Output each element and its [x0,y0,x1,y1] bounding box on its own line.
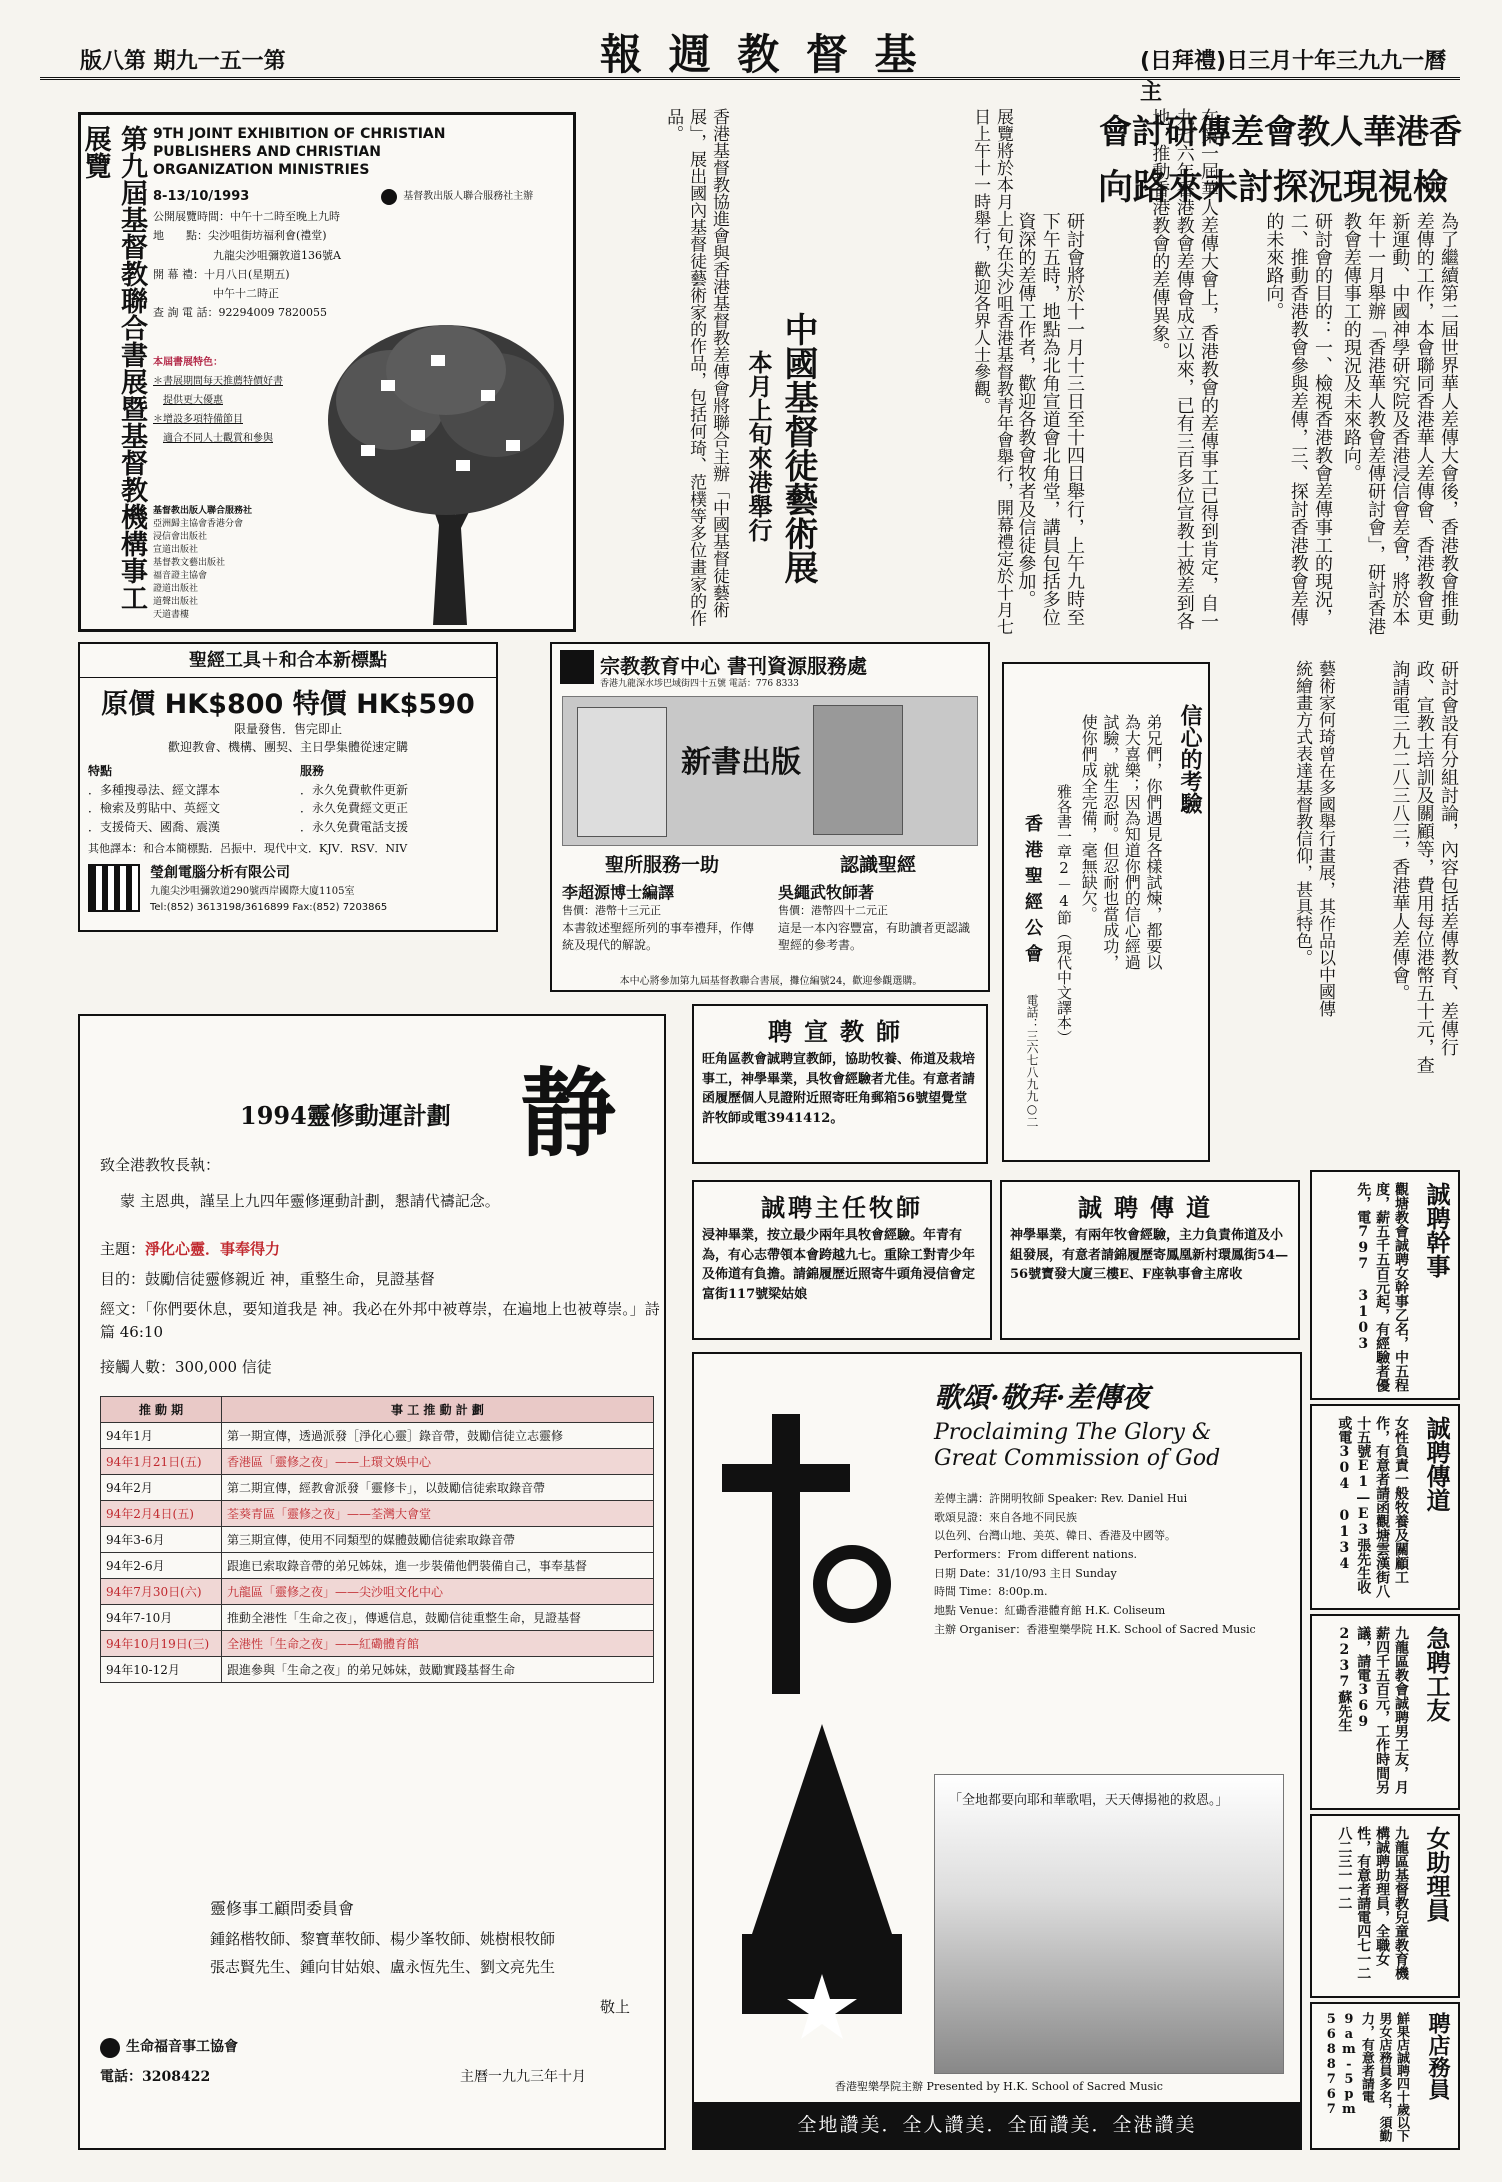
bible-ad-tel: Tel:(852) 3613198/3616899 Fax:(852) 7203865 [150,902,388,913]
feature-item: 適合不同人士觀賞和參與 [163,433,273,444]
article-headline-1: 香港華人教會差傳研討會 [1099,112,1462,151]
small-ad-assistant-title: 女助理員 [1422,1826,1451,1922]
book2-author: 吳繩武牧師著 [778,883,875,902]
plan-item: 第一期宣傳，透過派發［淨化心靈］錄音帶，鼓勵信徒立志靈修 [222,1423,654,1449]
concert-verse: 「全地都要向耶和華歌唱，天天傳揚祂的救恩。」 [949,1793,1229,1808]
small-ad-staff-title: 誠聘幹事 [1422,1182,1451,1278]
feature-item: ＊增設多項特備節目 [153,414,243,425]
book1-price: 售價：港幣十三元正 [562,904,661,917]
table-row [101,1527,654,1553]
bible-service: ．永久免費電話支援 [300,819,409,834]
plan-date: 94年10-12月 [101,1657,222,1683]
plan-target: 接觸人數：300,000 信徒 [100,1358,272,1376]
plan-date: 94年2月4日(五) [101,1501,222,1527]
plan-date: 94年1月 [101,1423,222,1449]
table-row [101,1475,654,1501]
table-row [101,1579,654,1605]
exhibition-detail-row: 公開展覽時間：中午十二時至晚上九時 [153,210,340,223]
plan-closing: 敬上 [600,1998,631,2016]
evangelist-ad-title: 誠聘傳道 [1078,1194,1222,1222]
pastor-ad-body: 浸神畢業，按立最少兩年具牧會經驗。年青有為，有心志帶領本會跨越九七。重除工對青少年及佈道有負擔。請錦履歷近照寄牛頭角浸信會定富街117號梁姑娘 [702,1228,976,1302]
art-news-body-2: 展覽將於本月上旬在尖沙咀香港基督教青年會舉行，開幕禮定於十月七日上午十一時舉行，歡迎各界人士參觀。 [970,108,1013,635]
plan-calligraphy: 静 [520,1057,616,1170]
bible-feature: ．檢索及剪貼中、英經文 [88,801,221,816]
faith-test-ref: 雅各書一章2－4節（現代中文譯本） [1055,784,1073,1045]
table-row [101,1605,654,1631]
plan-col-period: 推 動 期 [101,1397,222,1423]
small-ad-assistant [1310,1814,1460,1998]
table-row [101,1657,654,1683]
plan-theme-label: 主題： [100,1240,146,1258]
organizer-logo-icon [381,189,397,205]
book2-desc: 這是一本內容豐富，有助讀者更認識聖經的參考書。 [778,921,971,952]
plan-table-wrap [100,1396,654,1683]
bookstore-address: 香港九龍深水埗巴域街四十五號 電話：776 8333 [600,679,799,689]
concert-stage-graphic [934,1774,1284,2074]
bible-ad-sub: 限量發售．售完即止 [233,722,342,736]
bookstore-graphic [562,696,978,846]
table-row [101,1553,654,1579]
plan-date: 94年2月 [101,1475,222,1501]
article-col-5: 研討會設有分組討論，內容包括差傳教育、差傳行政、宣教士培訓及關顧等，費用每位港幣五十元，查詢請電三九二八三八三，香港華人差傳會。 [1389,660,1459,1074]
book-cover-2 [813,705,903,835]
exhibition-members [153,505,323,622]
bible-ad-others: 其他譯本：和合本簡標點．呂振中．現代中文．KJV．RSV．NIV [88,842,408,855]
masthead-date: (日拜禮)日三月十年三九九一曆主 [1140,49,1447,105]
pastor-ad-title: 誠聘主任牧師 [761,1194,923,1222]
plan-table [100,1396,654,1683]
plan-verse: 經文：「你們要休息，要知道我是 神。我必在外邦中被尊崇，在遍地上也被尊崇。」詩篇 46:10 [100,1300,660,1341]
small-ad-janitor [1310,1614,1460,1810]
member-item: 福音證主協會 [153,571,208,582]
plan-committee: 靈修事工顧問委員會 [210,1899,355,1918]
article-col-2: 研討會的目的：一、檢視香港教會差傳事工的現況，二、推動香港教會參與差傳，三、探討香港教會差傳的未來路向。 [1263,212,1333,626]
faith-test-text: 弟兄們，你們遇見各樣試煉，都要以為大喜樂；因為知道你們的信心經過試驗，就生忍耐。但忍耐也當成功，使你們成全完備，毫無缺欠。 [1079,714,1163,970]
exhibition-ad [78,112,576,632]
feature-item: 提供更大優惠 [163,395,223,406]
plan-phone: 電話：3208422 [100,2069,211,2085]
exhibition-detail-row: 開 幕 禮：十月八日(星期五) [153,267,290,281]
plan-date: 94年10月19日(三) [101,1631,222,1657]
exhibition-organizer [381,187,571,205]
features-title: 本屆書展特色： [153,357,223,368]
plan-date: 94年2-6月 [101,1553,222,1579]
member-item: 宣道出版社 [153,545,199,556]
bible-feature: ．支援倚天、國喬、震漢 [88,819,221,834]
art-news-body-1: 香港基督教協進會與香港基督教差傳會將聯合主辦「中國基督徒藝術展」，展出國內基督徒藝術家的作品，包括何琦、范樸等多位畫家的作品。 [663,108,729,627]
plan-theme-text: 淨化心靈．事奉得力 [145,1240,281,1258]
concert-title-zh: 歌頌·敬拜·差傳夜 [934,1381,1150,1414]
organizer-label: 基督教出版人聯合服務社主辦 [403,191,534,202]
plan-intro: 蒙 主恩典，謹呈上九四年靈修運動計劃，懇請代禱記念。 [120,1192,500,1210]
concert-detail: Performers：From different nations. [934,1548,1137,1562]
bookstore-title: 宗教教育中心 書刊資源服務處 [600,654,867,678]
art-news-subhead: 本月上旬來港舉行 [744,350,773,542]
plan-org: 生命福音事工協會 [126,2039,238,2055]
small-ad-janitor-title: 急聘工友 [1422,1626,1451,1722]
members-title: 基督教出版人聯合服務社 [153,506,253,516]
concert-detail: 日期 Date：31/10/93 主日 Sunday [934,1566,1117,1580]
exhibition-detail-row: 查 詢 電 話：92294009 7820055 [153,306,327,320]
plan-table-header [101,1397,654,1423]
bible-ad-company: 瑩創電腦分析有限公司 [150,865,290,881]
plan-members-1: 鍾銘楷牧師、黎寶華牧師、楊少峯牧師、姚樹根牧師 [210,1930,556,1948]
concert-school: 香港聖樂學院主辦 Presented by H.K. School of Sacred Music [835,2080,1163,2093]
book1-title: 聖所服務一助 [604,854,719,876]
book1-author: 李超源博士編譯 [562,883,675,902]
plan-greeting: 致全港教牧長執： [100,1156,221,1174]
book1-desc: 本書敘述聖經所列的事奉禮拜，作傳統及現代的解說。 [562,921,755,952]
bookstore-new-books: 新書出版 [681,745,801,780]
tree-illustration [321,310,571,625]
bookstore-logo-icon [560,650,594,684]
small-ad-evangelist-body: 女性負責一般牧養及關顧工作，有意者請函觀塘雲漢街八十五號E1—E3張先生收或電304 0134 [1336,1416,1409,1598]
bible-software-ad [78,642,498,932]
concert-graphic [712,1374,932,2114]
plan-title: 1994靈修動運計劃 [240,1101,451,1130]
bible-features-title: 特點 [88,764,113,778]
preacher-ad-title: 聘宣教師 [768,1018,912,1046]
small-ad-assistant-body: 九龍區基督教兒童教育機構誠聘助理員，全職女性，有意者請電四七一二八二三一一二 [1336,1826,1409,1980]
member-item: 浸信會出版社 [153,532,208,543]
plan-item: 第二期宣傳，經教會派發「靈修卡」，以鼓勵信徒索取錄音帶 [222,1475,654,1501]
article-headline-2: 檢視現況探討未來路向 [1097,167,1448,208]
bible-ad-address: 九龍尖沙咀彌敦道290號西岸國際大廈1105室 [150,886,355,897]
plan-date-line: 主曆一九九三年十月 [460,2069,586,2085]
pastor-ad [692,1180,992,1340]
book2-title: 認識聖經 [839,854,916,876]
bible-ad-features [88,762,288,836]
member-item: 道聲出版社 [153,597,199,608]
article-col-4: 研討會將於十一月十三日至十四日舉行，上午九時至下午五時，地點為北角宣道會北角堂，講員包括多位資深的差傳工作者，歡迎各教會牧者及信徒參加。 [1015,212,1085,626]
member-item: 證道出版社 [153,584,199,595]
concert-detail: 以色列、台灣山地、美英、韓日、香港及中國等。 [934,1529,1176,1543]
concert-details [934,1490,1284,1640]
feature-item: ＊書展期間每天推薦特價好書 [153,376,283,387]
evangelist-ad-body: 神學畢業，有兩年牧會經驗，主力負責佈道及小組發展，有意者請錦履歷寄鳳凰新村環鳳街54—56號寶發大廈三樓E、F座執事會主席收 [1010,1228,1289,1282]
table-row [101,1423,654,1449]
masthead-issue: 版八第 期九一五一第 [80,49,286,74]
plan-item: 跟進已索取錄音帶的弟兄姊妹，進一步裝備他們裝備自己，事奉基督 [222,1553,654,1579]
evangelist-ad [1000,1180,1300,1340]
bible-service: ．永久免費軟件更新 [300,782,409,797]
exhibition-detail-row: 中午十二時正 [213,287,279,300]
exhibition-details [153,207,413,323]
art-news-headline: 中國基督徒藝術展 [778,312,818,584]
bible-ad-company-icon [88,864,140,912]
member-item: 基督教文藝出版社 [153,558,226,569]
small-ad-staff-body: 觀塘教會誠聘女幹事乙名，中五程度，薪五千五百元起，有經驗者優先，電797 3103 [1355,1182,1409,1392]
small-ad-shop-title: 聘店務員 [1425,2012,1451,2100]
book2-price: 售價：港幣四十二元正 [778,904,888,917]
concert-detail: 時間 Time：8:00p.m. [934,1585,1048,1599]
small-ad-staff [1310,1170,1460,1400]
small-ad-shop [1310,2002,1460,2150]
plan-col-item: 事 工 推 動 計 劃 [222,1397,654,1423]
art-news-body-3: 藝術家何琦曾在多國舉行畫展，其作品以中國傳統繪畫方式表達基督教信仰，甚具特色。 [1292,660,1335,1017]
faith-test-contact: 電話：三六七八九九○二 [1025,994,1039,1128]
bible-service-title: 服務 [300,764,325,778]
plan-org-logo-icon [100,2038,120,2058]
concert-title-en: Proclaiming The Glory & Great Commission of God [934,1420,1221,1472]
bible-ad-header: 聖經工具＋和合本新標點 [80,644,496,678]
exhibition-detail-row: 地 點：尖沙咀街坊福利會(禮堂) [153,229,327,243]
plan-item: 第三期宣傳，使用不同類型的媒體鼓勵信徒索取錄音帶 [222,1527,654,1553]
exhibition-detail-row: 九龍尖沙咀彌敦道136號A [213,248,341,262]
plan-members-2: 張志賢先生、鍾向甘姑娘、盧永恆先生、劉文亮先生 [210,1958,556,1976]
faith-test-society: 香港聖經公會 [1022,814,1043,970]
table-row [101,1449,654,1475]
table-row [101,1631,654,1657]
exhibition-dates: 8-13/10/1993 [153,189,250,204]
preacher-ad-body: 旺角區教會誠聘宣教師，協助牧養、佈道及栽培事工，神學畢業，具牧會經驗者尤佳。有意者請函履歷個人見證附近照寄旺角郵箱56號望覺堂許牧師或電3941412。 [702,1052,976,1126]
book-cover-1 [577,707,667,837]
small-ad-evangelist-title: 誠聘傳道 [1422,1416,1451,1512]
bible-ad-service [300,762,490,836]
concert-detail: 地點 Venue：紅磡香港體育館 H.K. Coliseum [934,1604,1166,1618]
bookstore-ad [550,642,990,992]
plan-date: 94年1月21日(五) [101,1449,222,1475]
small-ad-evangelist [1310,1404,1460,1610]
faith-test-title: 信心的考驗 [1177,704,1203,814]
bible-feature: ．多種搜尋法、經文譯本 [88,782,221,797]
plan-item: 跟進參與「生命之夜」的弟兄姊妹，鼓勵實踐基督生命 [222,1657,654,1683]
small-ad-janitor-body: 九龍區教會誠聘男工友，月薪四千五百元，工作時間另議，請電369 2237蘇先生 [1336,1626,1409,1794]
bible-ad-price: 原價 HK$800 特價 HK$590 [101,689,475,720]
masthead-title: 報 週 教 督 基 [600,30,923,79]
article-col-3: 在第一屆華人差傳大會上，香港教會的差傳事工已得到肯定，自一九七六年香港教會差傳會成立以來，已有三百多位宣教士被差到各地，推動香港教會的差傳異象。 [1149,108,1219,630]
plan-date: 94年3-6月 [101,1527,222,1553]
plan-item: 香港區「靈修之夜」——上環文娛中心 [222,1449,654,1475]
plan-date: 94年7月30日(六) [101,1579,222,1605]
plan-date: 94年7-10月 [101,1605,222,1631]
concert-detail: 差傳主講：許開明牧師 Speaker: Rev. Daniel Hui [934,1492,1188,1505]
exhibition-features [153,353,323,448]
concert-detail: 主辦 Organiser：香港聖樂學院 H.K. School of Sacred Music [934,1622,1256,1636]
exhibition-title: 第九屆基督教聯合書展暨基督教機構事工展覽 [79,125,147,611]
preacher-ad [692,1004,988,1164]
concert-banner: 全地讚美．全人讚美．全面讚美．全港讚美 [694,2102,1300,2148]
masthead [40,18,1460,105]
devotional-plan [78,1014,666,2150]
small-ad-shop-body: 鮮果店誠聘四十歲以下男女店務員多名，須勤力，有意者請電9am-5pm 5688767 [1323,2012,1409,2142]
plan-item: 荃葵青區「靈修之夜」——荃灣大會堂 [222,1501,654,1527]
plan-aim: 目的：鼓勵信徒靈修親近 神，重整生命，見證基督 [100,1270,435,1288]
concert-ad [692,1352,1302,2150]
faith-test-box [1002,662,1210,1162]
concert-detail: 歌頌見證：來自各地不同民族 [934,1510,1077,1524]
bible-ad-sub2: 歡迎教會、機構、團契、主日學集體從速定購 [167,740,408,754]
member-item: 天道書樓 [153,610,190,621]
member-item: 亞洲歸主協會香港分會 [153,519,244,530]
bible-service: ．永久免費經文更正 [300,801,409,816]
plan-item: 推動全港性「生命之夜」，傳遞信息，鼓勵信徒重整生命，見證基督 [222,1605,654,1631]
plan-item: 九龍區「靈修之夜」——尖沙咀文化中心 [222,1579,654,1605]
bookstore-footer: 本中心將參加第九屆基督教聯合書展，攤位編號24，歡迎參觀選購。 [619,976,923,987]
exhibition-title-en: 9TH JOINT EXHIBITION OF CHRISTIAN PUBLISHERS AND CHRISTIAN ORGANIZATION MINISTRIES [153,126,446,179]
plan-theme [100,1238,280,1259]
plan-item: 全港性「生命之夜」——紅磡體育館 [222,1631,654,1657]
article-col-1: 為了繼續第二屆世界華人差傳大會後，香港教會推動差傳的工作，本會聯同香港華人差傳會、香港教會更新運動、中國神學研究院及香港浸信會差會，將於本年十一月舉辦「香港華人教會差傳研討會」，研討香港教會差傳事工的現況及未來路向。 [1340,212,1459,635]
table-row [101,1501,654,1527]
